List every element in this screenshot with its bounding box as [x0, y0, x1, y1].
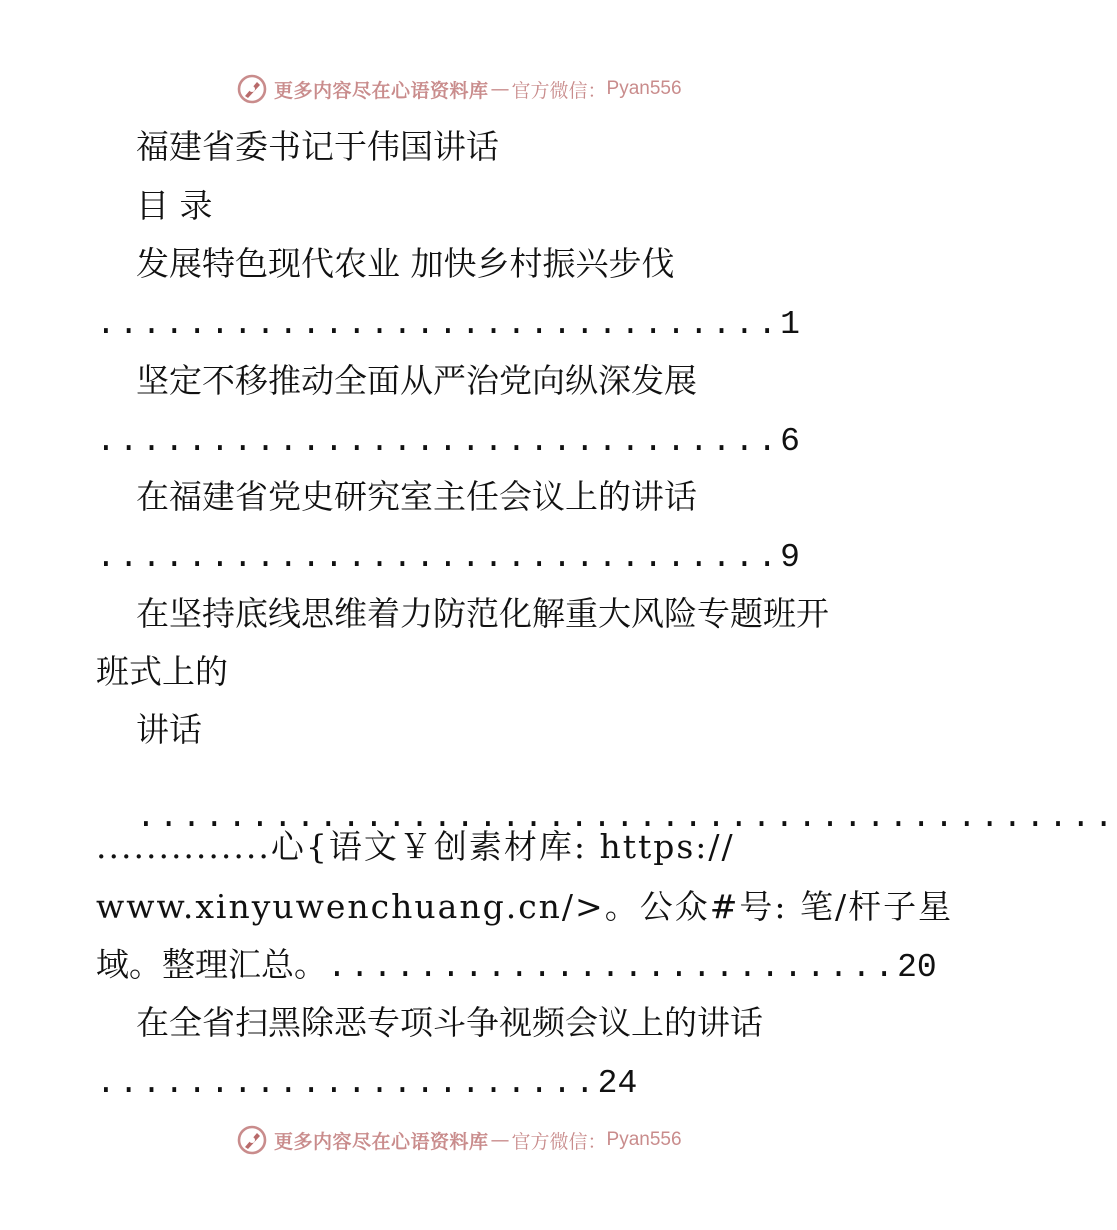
- toc-dots: ..............................: [96, 539, 781, 576]
- watermark-dash: —: [490, 78, 510, 100]
- watermark-dash: —: [490, 1129, 510, 1151]
- toc-entry-title: 发展特色现代农业 加快乡村振兴步伐: [136, 244, 675, 283]
- toc-entry-title: 坚定不移推动全面从严治党向纵深发展: [136, 361, 697, 400]
- toc-entry-title: 在全省扫黑除恶专项斗争视频会议上的讲话: [136, 1003, 763, 1042]
- pen-circle-icon: [236, 1124, 268, 1156]
- toc-entry-title-continued: 班式上的: [96, 652, 228, 691]
- toc-entry-title: 在福建省党史研究室主任会议上的讲话: [136, 477, 697, 516]
- toc-page-number: 24: [597, 1065, 638, 1102]
- embedded-source-url: www.xinyuwenchuang.cn/>。公众#号: 笔/杆子星: [96, 887, 954, 926]
- watermark-wechat-label: 官方微信：: [511, 1130, 607, 1153]
- toc-entry-title: 在坚持底线思维着力防范化解重大风险专题班开: [136, 594, 829, 633]
- toc-entry-leader: [96, 419, 800, 462]
- toc-dots: .........................: [327, 949, 898, 986]
- embedded-source-tail: 域。整理汇总。: [96, 945, 327, 984]
- pen-circle-icon: [236, 73, 268, 105]
- toc-dots: ..............................: [96, 306, 781, 343]
- watermark-wechat-id: Pyan556: [606, 1129, 682, 1150]
- toc-page-number: 20: [897, 949, 937, 986]
- toc-page-number: 9: [780, 539, 800, 576]
- toc-entry-leader: [96, 1061, 637, 1104]
- footer-watermark: [236, 1123, 682, 1157]
- toc-dots: ......................: [96, 1065, 598, 1102]
- header-watermark: [236, 72, 682, 106]
- toc-entry-leader: [96, 302, 800, 345]
- watermark-wechat-label: 官方微信：: [511, 79, 607, 102]
- toc-dots: ...........................................: [136, 799, 1117, 836]
- watermark-text: 更多内容尽在心语资料库: [274, 1130, 489, 1153]
- document-title: 福建省委书记于伟国讲话: [136, 127, 499, 166]
- toc-heading: 目 录: [136, 186, 213, 225]
- toc-page-number: 6: [780, 423, 800, 460]
- toc-entry-leader: [96, 945, 937, 988]
- toc-dots: ..............................: [96, 423, 781, 460]
- embedded-source-note: ..............心{语文￥创素材库: https://: [96, 827, 735, 866]
- toc-entry-leader-text: [96, 827, 735, 867]
- watermark-wechat-id: Pyan556: [606, 78, 682, 99]
- toc-entry-title-continued: 讲话: [136, 710, 202, 749]
- toc-entry-leader-text: [96, 887, 953, 927]
- watermark-text: 更多内容尽在心语资料库: [274, 79, 489, 102]
- toc-entry-leader: [96, 535, 800, 578]
- toc-page-number: 1: [780, 306, 800, 343]
